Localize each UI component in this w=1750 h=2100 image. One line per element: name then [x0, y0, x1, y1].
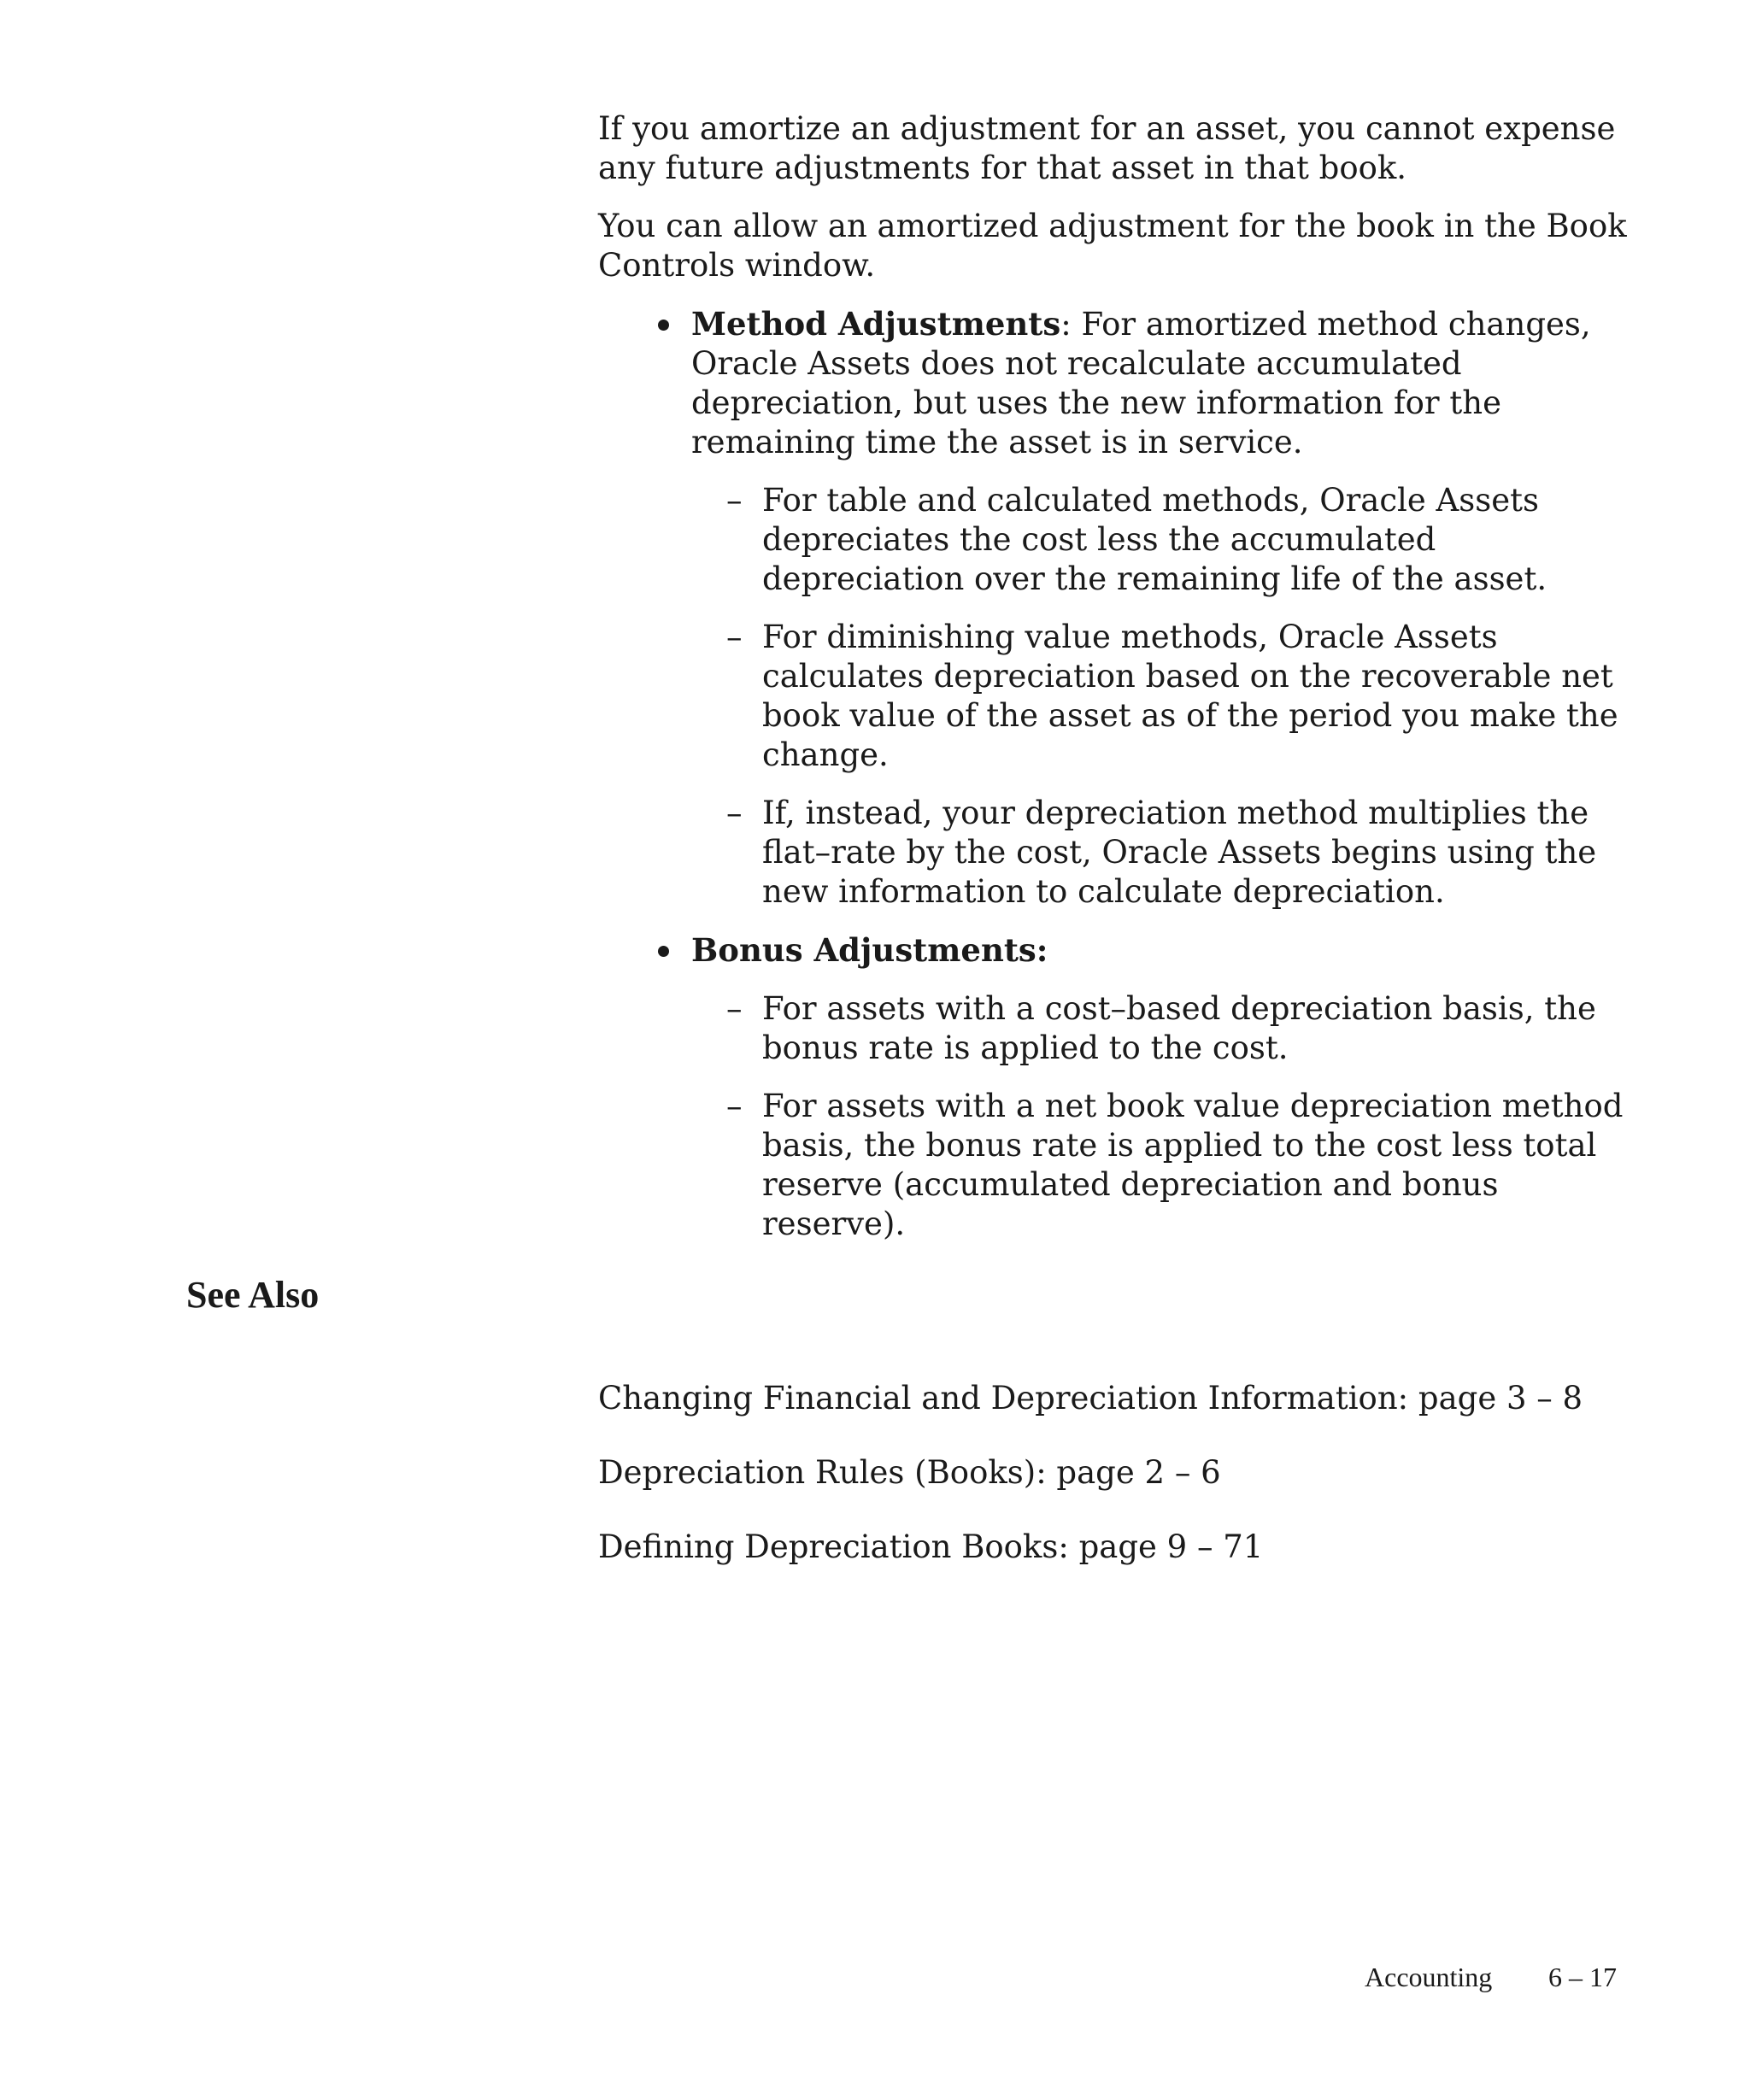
bonus-subitem [598, 1087, 1641, 1244]
bullet-method-adjustments [598, 304, 1641, 462]
method-adjustments-term: Method Adjustments [691, 305, 1061, 343]
dash-icon: – [726, 1088, 743, 1124]
see-also-link[interactable]: Changing Financial and Depreciation Information: page 3 – 8 [598, 1380, 1583, 1417]
bonus-subitem [598, 989, 1641, 1068]
bullet-bonus-adjustments [598, 930, 1641, 971]
body-column [598, 109, 1641, 1263]
bullet-icon [658, 946, 669, 957]
dash-icon: – [726, 482, 743, 519]
method-subitem-text: For diminishing value methods, Oracle Assets calculates depreciation based on the recoverable net book value of the asset as of the period you make the change. [762, 619, 1618, 773]
bonus-subitem-text: For assets with a net book value depreciation method basis, the bonus rate is applied to the cost less total reserve (accumulated depreciation and bonus reserve). [762, 1088, 1624, 1242]
method-adjustments-text: : For amortized method changes, Oracle Assets does not recalculate accumulated depreciation, but uses the new information for the remaining time the asset is in service. [691, 306, 1591, 460]
see-also-link[interactable]: Depreciation Rules (Books): page 2 – 6 [598, 1454, 1221, 1491]
bonus-subitem-text: For assets with a cost–based depreciation basis, the bonus rate is applied to the cost. [762, 990, 1596, 1066]
intro-paragraph-1: If you amortize an adjustment for an asset, you cannot expense any future adjustments for that asset in that book. [598, 110, 1616, 186]
bullet-icon [658, 320, 669, 331]
see-also-link[interactable]: Defining Depreciation Books: page 9 – 71 [598, 1528, 1264, 1565]
footer-section-name: Accounting [1365, 1962, 1493, 1992]
dash-icon: – [726, 990, 743, 1027]
method-subitem-text: If, instead, your depreciation method multiplies the flat–rate by the cost, Oracle Assets begins using the new information to calculate depreciation. [762, 795, 1597, 910]
see-also-heading: See Also [186, 1274, 320, 1316]
dash-icon: – [726, 795, 743, 831]
method-subitem-text: For table and calculated methods, Oracle Assets depreciates the cost less the accumulated depreciation over the remaining life of the asset. [762, 482, 1547, 597]
method-subitem [598, 618, 1641, 775]
intro-paragraph-2: You can allow an amortized adjustment for the book in the Book Controls window. [598, 208, 1627, 284]
see-also-list [598, 1379, 1583, 1602]
method-subitem [598, 481, 1641, 599]
method-subitem [598, 794, 1641, 912]
footer-page-number: 6 – 17 [1548, 1962, 1617, 1992]
bonus-adjustments-term: Bonus Adjustments: [691, 931, 1048, 969]
dash-icon: – [726, 619, 743, 655]
